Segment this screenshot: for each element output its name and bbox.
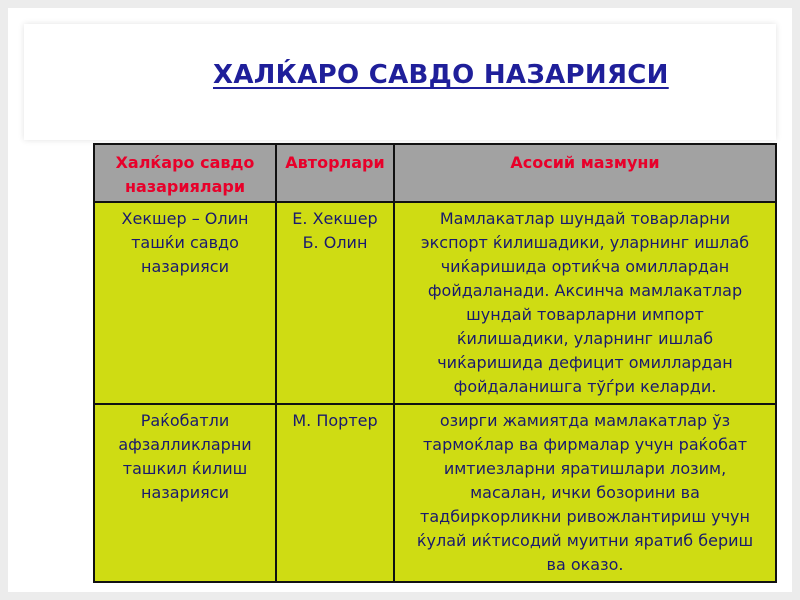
header-authors: Авторлари xyxy=(276,144,394,202)
theories-table xyxy=(93,143,777,583)
text-line: Б. Олин xyxy=(302,233,368,252)
text-line: ташќи савдо xyxy=(131,233,239,252)
table-row xyxy=(94,202,776,404)
authors-cell xyxy=(276,404,394,582)
text-line: тармоќлар ва фирмалар учун раќобат xyxy=(422,435,748,454)
text-line: ташкил ќилиш xyxy=(122,459,248,478)
header-theories: Халќаро савдо назариялари xyxy=(94,144,276,202)
text-line: Хекшер – Олин xyxy=(121,209,249,228)
table-header-row xyxy=(94,144,776,202)
text-line: Е. Хекшер xyxy=(292,209,378,228)
text-line: фойдаланади. Аксинча мамлакатлар xyxy=(427,281,743,300)
text-line: Мамлакатлар шундай товарларни xyxy=(439,209,731,228)
authors-cell xyxy=(276,202,394,404)
header-content: Асосий мазмуни xyxy=(394,144,776,202)
text-line: чиќаришида дефицит омиллардан xyxy=(437,353,733,372)
text-line: назарияси xyxy=(141,257,229,276)
content-cell xyxy=(394,202,776,404)
text-line: ва оказо. xyxy=(546,555,624,574)
text-line: назарияси xyxy=(141,483,229,502)
text-line: масалан, ички бозорини ва xyxy=(470,483,700,502)
text-line: Раќобатли xyxy=(140,411,230,430)
table-row xyxy=(94,404,776,582)
content-cell xyxy=(394,404,776,582)
text-line: имтиезларни яратишлари лозим, xyxy=(443,459,727,478)
text-line: озирги жамиятда мамлакатлар ўз xyxy=(439,411,731,430)
text-line: чиќаришида ортиќча омиллардан xyxy=(440,257,730,276)
text-line: ќилишадики, уларнинг ишлаб xyxy=(456,329,714,348)
slide-title: ХАЛЌАРО САВДО НАЗАРИЯСИ xyxy=(213,60,669,90)
theory-cell xyxy=(94,202,276,404)
theory-cell xyxy=(94,404,276,582)
text-line: тадбиркорликни ривожлантириш учун xyxy=(420,507,750,526)
text-line: афзалликларни xyxy=(118,435,252,454)
text-line: ќулай иќтисодий муитни яратиб бериш xyxy=(416,531,754,550)
text-line: М. Портер xyxy=(292,411,378,430)
text-line: экспорт ќилишадики, уларнинг ишлаб xyxy=(420,233,750,252)
text-line: фойдаланишга тўѓри келарди. xyxy=(453,377,717,396)
text-line: шундай товарларни импорт xyxy=(466,305,704,324)
